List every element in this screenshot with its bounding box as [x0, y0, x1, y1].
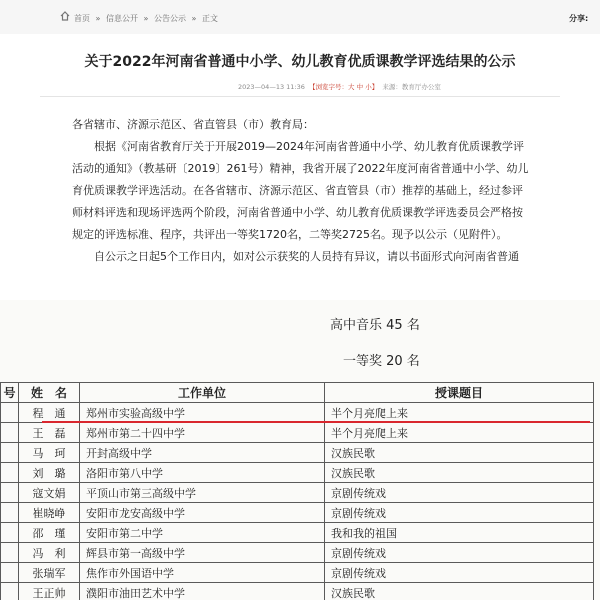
font-size-medium-button[interactable]: 中 [356, 83, 364, 91]
breadcrumb-separator: » [143, 14, 149, 23]
breadcrumb [74, 13, 221, 24]
breadcrumb-home[interactable]: 首页 [74, 14, 90, 23]
row-number [1, 563, 19, 583]
row-number [1, 543, 19, 563]
row-name: 马 珂 [19, 443, 80, 463]
page-title: 关于2022年河南省普通中小学、幼儿教育优质课教学评选结果的公示 [84, 54, 516, 70]
row-topic: 半个月亮爬上来 [325, 403, 594, 423]
font-size-small-button[interactable]: 小 [365, 83, 372, 91]
row-topic: 汉族民歌 [325, 463, 594, 483]
row-unit: 开封高级中学 [80, 443, 325, 463]
article-salutation: 各省辖市、济源示范区、省直管县（市）教育局： [72, 118, 314, 131]
award-list-photo [0, 300, 600, 600]
table-row [1, 523, 594, 543]
divider [40, 96, 560, 97]
row-topic: 半个月亮爬上来 [325, 423, 594, 443]
home-icon[interactable] [60, 11, 70, 21]
row-unit: 平顶山市第三高级中学 [80, 483, 325, 503]
header-unit: 工作单位 [80, 383, 325, 403]
row-name: 冯 利 [19, 543, 80, 563]
share-label[interactable]: 分享: [569, 14, 589, 23]
table-row [1, 463, 594, 483]
row-unit: 郑州市实验高级中学 [80, 403, 325, 423]
row-topic: 京剧传统戏 [325, 543, 594, 563]
breadcrumb-bar [0, 0, 600, 34]
breadcrumb-notices[interactable]: 公告公示 [154, 14, 186, 23]
row-number [1, 443, 19, 463]
article-date: 2023—04—13 11:36 [238, 83, 305, 91]
category-count: 45 名 [386, 318, 420, 333]
row-name: 王 磊 [19, 423, 80, 443]
article-line: 自公示之日起5个工作日内，如对公示获奖的人员持有异议，请以书面形式向河南省普通 [72, 250, 519, 263]
article-meta [238, 82, 441, 91]
table-row [1, 403, 594, 423]
breadcrumb-separator: » [95, 14, 101, 23]
row-topic: 我和我的祖国 [325, 523, 594, 543]
article-source: 来源：教育厅办公室 [382, 83, 441, 91]
row-name: 王正帅 [19, 583, 80, 600]
table-row [1, 443, 594, 463]
font-size-label: 【浏览字号： [309, 83, 349, 91]
row-unit: 辉县市第一高级中学 [80, 543, 325, 563]
table-row [1, 563, 594, 583]
row-unit: 安阳市第二中学 [80, 523, 325, 543]
row-topic: 汉族民歌 [325, 443, 594, 463]
font-size-large-button[interactable]: 大 [348, 83, 355, 91]
row-unit: 焦作市外国语中学 [80, 563, 325, 583]
table-row [1, 423, 594, 443]
row-name: 程 通 [19, 403, 80, 423]
row-topic: 京剧传统戏 [325, 483, 594, 503]
row-number [1, 463, 19, 483]
row-number [1, 503, 19, 523]
article-line: 师材料评选和现场评选两个阶段，河南省普通中小学、幼儿教育优质课教学评选委员会严格按 [72, 206, 523, 219]
breadcrumb-separator: » [191, 14, 197, 23]
breadcrumb-current: 正文 [202, 14, 218, 23]
article-line: 活动的通知》（教基研〔2019〕261号）精神，我省开展了2022年度河南省普通中小学、幼儿 [72, 162, 529, 175]
row-topic: 汉族民歌 [325, 583, 594, 600]
font-size-label-close: 】 [371, 83, 379, 91]
category-name: 高中音乐 [330, 318, 383, 333]
row-number [1, 583, 19, 600]
table-header [1, 383, 594, 403]
article-line: 根据《河南省教育厅关于开展2019—2024年河南省普通中小学、幼儿教育优质课教学评 [72, 140, 524, 153]
table-row [1, 483, 594, 503]
row-unit: 安阳市龙安高级中学 [80, 503, 325, 523]
row-number [1, 423, 19, 443]
row-name: 邵 瑾 [19, 523, 80, 543]
row-unit: 濮阳市油田艺术中学 [80, 583, 325, 600]
row-name: 崔晓峥 [19, 503, 80, 523]
row-topic: 京剧传统戏 [325, 563, 594, 583]
award-heading: 一等奖 20 名 [343, 354, 420, 369]
row-unit: 郑州市第二十四中学 [80, 423, 325, 443]
article-line: 育优质课教学评选活动。在各省辖市、济源示范区、省直管县（市）推荐的基础上，经过参评 [72, 184, 523, 197]
table-row [1, 583, 594, 600]
row-number [1, 523, 19, 543]
table-row [1, 503, 594, 523]
row-topic: 京剧传统戏 [325, 503, 594, 523]
row-number [1, 483, 19, 503]
row-unit: 洛阳市第八中学 [80, 463, 325, 483]
header-name: 姓 名 [19, 383, 80, 403]
row-number [1, 403, 19, 423]
row-name: 张瑞军 [19, 563, 80, 583]
header-topic: 授课题目 [325, 383, 594, 403]
cutoff-fade [0, 282, 600, 300]
breadcrumb-info[interactable]: 信息公开 [106, 14, 138, 23]
row-name: 寇文娟 [19, 483, 80, 503]
row-name: 刘 璐 [19, 463, 80, 483]
header-number: 号 [1, 383, 19, 403]
article-body [72, 114, 600, 268]
article-line: 规定的评选标准、程序，共评出一等奖1720名，二等奖2725名。现予以公示（见附件）。 [72, 228, 508, 241]
highlight-underline [42, 421, 590, 423]
table-row [1, 543, 594, 563]
award-table [0, 382, 594, 600]
